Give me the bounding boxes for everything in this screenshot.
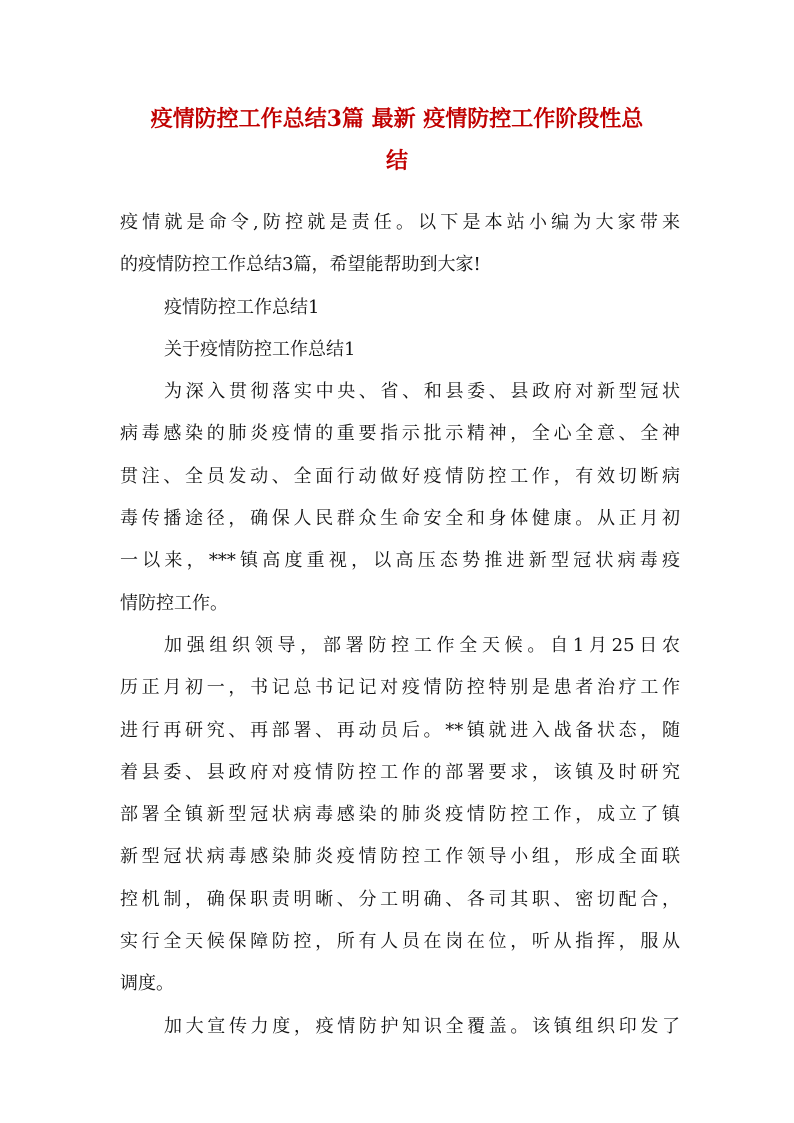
body-line: 疫情防控工作总结1 [164, 296, 320, 318]
body-line: 贯注、全员发动、全面行动做好疫情防控工作，有效切断病 [120, 465, 680, 487]
body-line: 关于疫情防控工作总结1 [164, 338, 356, 360]
body-line: 加强组织领导，部署防控工作全天候。自1月25日农 [164, 634, 680, 656]
body-line: 实行全天候保障防控，所有人员在岗在位，听从指挥，服从 [120, 931, 680, 953]
body-line: 一以来，***镇高度重视，以高压态势推进新型冠状病毒疫 [120, 550, 680, 572]
body-line: 进行再研究、再部署、再动员后。**镇就进入战备状态，随 [120, 719, 680, 741]
body-line: 调度。 [120, 973, 174, 995]
document-body [120, 202, 680, 1048]
body-line: 为深入贯彻落实中央、省、和县委、县政府对新型冠状 [164, 381, 680, 403]
body-line: 部署全镇新型冠状病毒感染的肺炎疫情防控工作，成立了镇 [120, 804, 680, 826]
body-line: 的疫情防控工作总结3篇，希望能帮助到大家! [120, 254, 481, 276]
body-line: 情防控工作。 [120, 592, 228, 614]
body-line: 毒传播途径，确保人民群众生命安全和身体健康。从正月初 [120, 508, 680, 530]
body-line: 疫情就是命令,防控就是责任。以下是本站小编为大家带来 [120, 212, 680, 233]
body-line: 病毒感染的肺炎疫情的重要指示批示精神，全心全意、全神 [120, 423, 680, 445]
body-line: 加大宣传力度，疫情防护知识全覆盖。该镇组织印发了 [164, 1015, 680, 1037]
body-line: 历正月初一，书记总书记记对疫情防控特别是患者治疗工作 [120, 677, 680, 699]
document-title-line-1: 疫情防控工作总结3篇 最新 疫情防控工作阶段性总 [150, 106, 644, 132]
body-line: 控机制，确保职责明晰、分工明确、各司其职、密切配合， [120, 888, 680, 910]
body-line: 着县委、县政府对疫情防控工作的部署要求，该镇及时研究 [120, 761, 680, 783]
body-line: 新型冠状病毒感染肺炎疫情防控工作领导小组，形成全面联 [120, 846, 680, 868]
document-title-line-2: 结 [385, 148, 408, 174]
